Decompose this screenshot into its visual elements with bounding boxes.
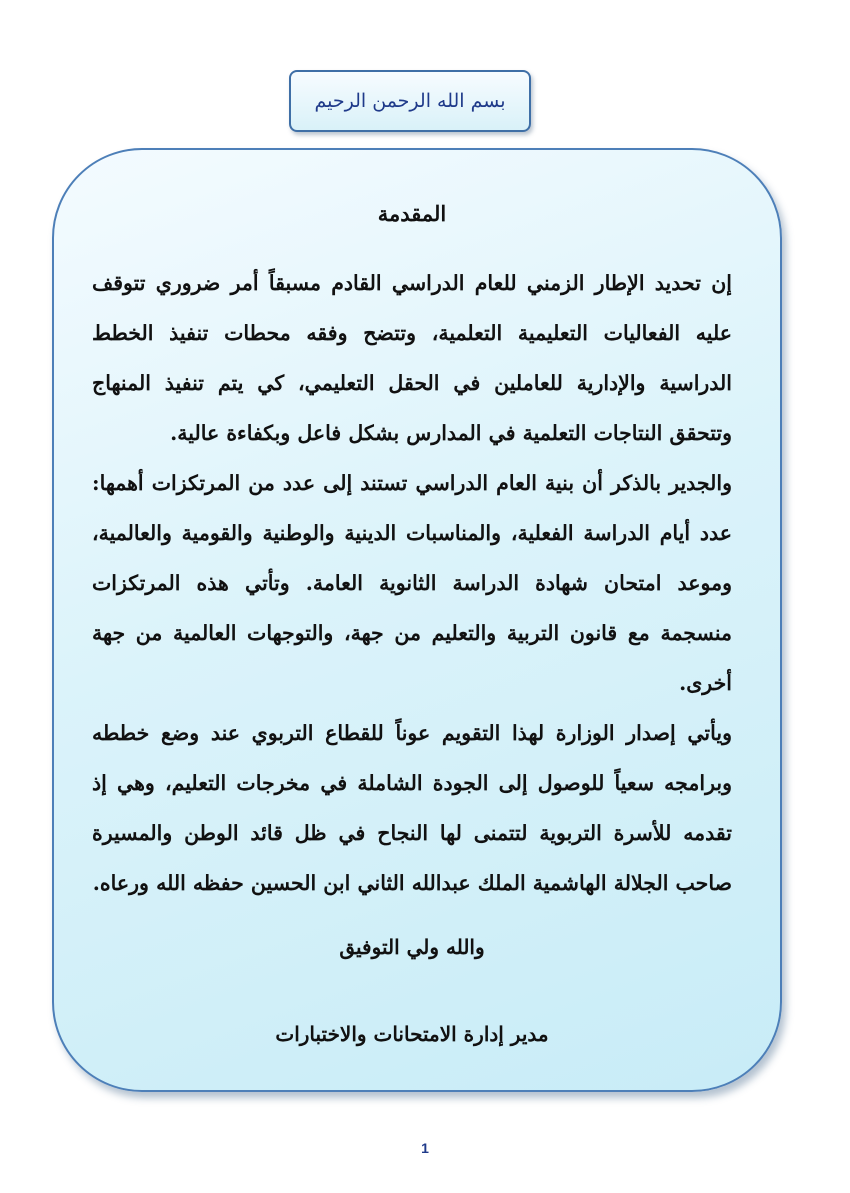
closing-phrase: والله ولي التوفيق	[339, 935, 485, 959]
paragraph-2: والجدير بالذكر أن بنية العام الدراسي تستند إلى عدد من المرتكزات أهمها: عدد أيام الدراسة الفعلية، والمناسبات الدينية والوطنية والقومية والعالمية، وموعد امتحان شهادة الدراسة الثانوية العامة. وتأتي هذه المرتكزات منسجمة مع قانون التربية والتعليم من جهة، والتوجهات العالمية من جهة أخرى.	[92, 471, 732, 695]
paragraph-1: إن تحديد الإطار الزمني للعام الدراسي القادم مسبقاً أمر ضروري تتوقف عليه الفعاليات التعليمية التعلمية، وتتضح وفقه محطات تنفيذ الخطط الدراسية والإدارية للعاملين في الحقل التعليمي، كي يتم تنفيذ المنهاج وتتحقق النتاجات التعلمية في المدارس بشكل فاعل وبكفاءة عالية.	[92, 271, 732, 445]
signature-title: مدير إدارة الامتحانات والاختبارات	[275, 1022, 549, 1046]
basmala-box	[289, 70, 531, 132]
introduction-content	[92, 190, 732, 1054]
basmala-text: بسم الله الرحمن الرحيم	[314, 90, 506, 112]
paragraph-3: ويأتي إصدار الوزارة لهذا التقويم عوناً للقطاع التربوي عند وضع خططه وبرامجه سعياً للوصول إلى الجودة الشاملة في مخرجات التعليم، وهي إذ تقدمه للأسرة التربوية لتتمنى لها النجاح في ظل قائد الوطن والمسيرة صاحب الجلالة الهاشمية الملك عبدالله الثاني ابن الحسين حفظه الله ورعاه.	[92, 721, 732, 895]
page-title: المقدمة	[377, 201, 447, 226]
page-number: 1	[421, 1140, 429, 1156]
